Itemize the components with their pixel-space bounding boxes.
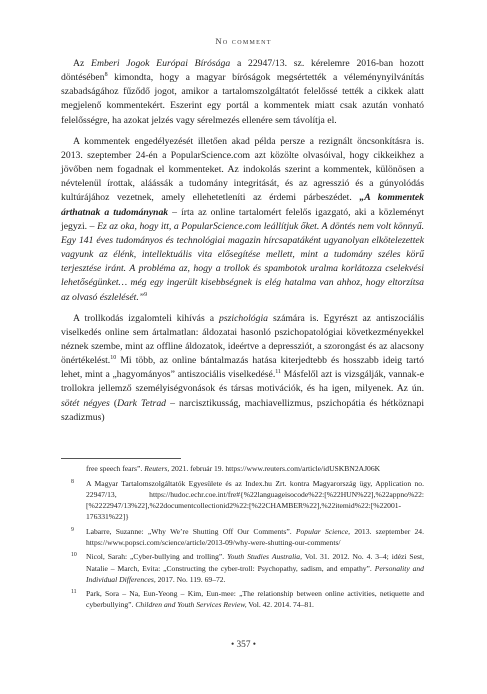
text-segment: Youth Studies Australia, bbox=[227, 552, 302, 562]
footnote-reference: 9 bbox=[144, 291, 148, 298]
footnote-number: 11 bbox=[71, 589, 77, 596]
footnote-number: 10 bbox=[71, 552, 77, 559]
text-segment: Másfelől azt is vizsgálják, vannak-e trollokra jellemző személyiségvonások és társas motivációk, és ha igen, milyenek. Az ún. bbox=[61, 369, 425, 395]
footnote bbox=[61, 478, 424, 522]
text-segment: Park, Sora – Na, Eun-Yeong – Kim, Eun-mee: „The relationship between online activities, netiquette and cyberbullying”. bbox=[86, 589, 424, 610]
running-head: No comment bbox=[215, 36, 272, 46]
footnote-number: 9 bbox=[71, 526, 74, 533]
footnote bbox=[61, 588, 424, 610]
footnote bbox=[61, 551, 424, 584]
text-segment: Vol. 42. 2014. 74–81. bbox=[246, 600, 314, 610]
footnote bbox=[61, 463, 424, 474]
text-segment: Dark Tetrad bbox=[117, 397, 167, 409]
text-segment: Az bbox=[73, 58, 92, 69]
page-number: • 357 • bbox=[230, 640, 257, 650]
text-segment: pszichológia bbox=[219, 312, 269, 324]
text-segment: Children and Youth Services Review, bbox=[135, 600, 247, 610]
text-segment: 2017. No. 119. 69–72. bbox=[155, 574, 226, 584]
text-segment: – narcisztikusság, machiavellizmus, pszichopátia és hétköznapi szadizmus) bbox=[61, 397, 425, 423]
text-segment: 2021. február 19. https://www.reuters.com/article/idUSKBN2AJ06K bbox=[169, 464, 381, 473]
text-segment: A trollkodás izgalomteli kihívás a bbox=[73, 312, 220, 324]
footnote-divider bbox=[61, 458, 181, 459]
footnote-reference: 10 bbox=[110, 355, 117, 362]
text-segment: 2013. szeptember 24. https://www.popsci.com/science/article/2013-09/why-were-shutting-our-comments/ bbox=[86, 526, 424, 547]
body-text bbox=[61, 57, 424, 425]
footnote bbox=[61, 526, 424, 548]
text-segment: Emberi Jogok Európai Bírósága bbox=[91, 58, 231, 69]
text-segment: kimondta, hogy a magyar bíróságok megsértették a véleménynyilvánítás szabadságához fűződő jogot, amikor a tartalomszolgáltatót felelőssé tették a cikkek alatt megjelenő kommentekért. Eszerint egy portál a kommentek miatt csak azután vonható felelősségre, ha azokat jelzés vagy sérelmezés ellenére sem távolítja el. bbox=[61, 72, 424, 126]
body-paragraph bbox=[61, 57, 424, 128]
footnote-reference: 11 bbox=[275, 369, 282, 376]
body-paragraph bbox=[61, 312, 424, 425]
body-paragraph bbox=[61, 135, 424, 305]
text-segment: Ez az oka, hogy itt, a PopularScience.com leállítjuk őket. A döntés nem volt könnyű. Egy 141 éves tudományos és technológiai magazin hírcsapatáként ugyanolyan elkötelezettek vagyunk az élénk, intellektuális vita elősegítése mellett, mint a tudomány széles körű terjesztése iránt. A probléma az, hogy a trollok és spambotok uralma korlátozza cselekvési lehetőségünket… még egy ingerült kisebbségnek is elég hatalma van ahhoz, hogy eltorzítsa az olvasó észlelését.” bbox=[61, 220, 424, 303]
text-segment: Labarre, Suzanne: „Why We’re Shutting Off Our Comments”. bbox=[86, 526, 296, 536]
footnote-reference: 8 bbox=[104, 72, 108, 79]
text-segment: Mi több, az online bántalmazás hatása kiterjedtebb és hosszabb ideig tartó lehet, mint a „hagyományos” antiszociális viselkedésé. bbox=[61, 355, 424, 381]
text-segment: sötét négyes bbox=[61, 397, 110, 409]
text-segment: „A kommentek árthatnak a tudománynak bbox=[61, 192, 424, 218]
text-segment: a 22947/13. sz. kérelemre 2016-ban hozott döntésében bbox=[61, 58, 424, 84]
text-segment: Popular Science, bbox=[295, 526, 351, 536]
text-segment: Reuters, bbox=[144, 464, 170, 473]
text-segment: számára is. Egyrészt az antiszociális viselkedés online sem ártalmatlan: áldozatai hasonló pszichopatológiai következményekkel néznek szembe, mint az offline áldozatok, ideértve a depressziót, a szorongást és az alacsony önértékelést. bbox=[61, 312, 424, 367]
text-segment: Nicol, Sarah: „Cyber-bullying and trolling”. bbox=[86, 552, 228, 562]
text-segment: A Magyar Tartalomszolgáltatók Egyesülete és az Index.hu Zrt. kontra Magyarország ügy, Application no. 22947/13, https://hudoc.echr.coe.int/fre#{%22languageisocode%22:[%22HUN%22],%22appno%22:[%2222947/13%22],%22documentcollectionid2%22:[%22CHAMBER%22],%22itemid%22:[%22001-176331%22]} bbox=[86, 478, 424, 521]
text-segment: – írta az online tartalomért felelős igazgató, aki a közleményt jegyzi. – bbox=[61, 206, 424, 232]
text-segment: free speech fears”. bbox=[86, 464, 145, 473]
text-segment: Personality and Individual Differences, bbox=[86, 563, 424, 584]
text-segment: Vol. 31. 2012. No. 4. 3–4; idézi Sest, Natalie – March, Evita: „Constructing the cyber-troll: Psychopathy, sadism, and empathy”. bbox=[86, 552, 424, 573]
footnotes bbox=[61, 463, 424, 614]
text-segment: A kommentek engedélyezését illetően akad példa persze a rezignált öncsonkításra is. 2013. szeptember 24-én a PopularScience.com azt közölte olvasóival, hogy cikkeikhez a jövőben nem fogadnak el kommenteket. Az indokolás szerint a kommentek, különösen a névtelenül írottak, aláássák a tudomány integritását, és az agresszió és a gúnyolódás kultúrájához vezetnek, amely ellehetetleníti az érdemi párbeszédet. bbox=[61, 135, 424, 204]
footnote-number: 8 bbox=[71, 478, 74, 485]
text-segment: ( bbox=[109, 397, 118, 409]
